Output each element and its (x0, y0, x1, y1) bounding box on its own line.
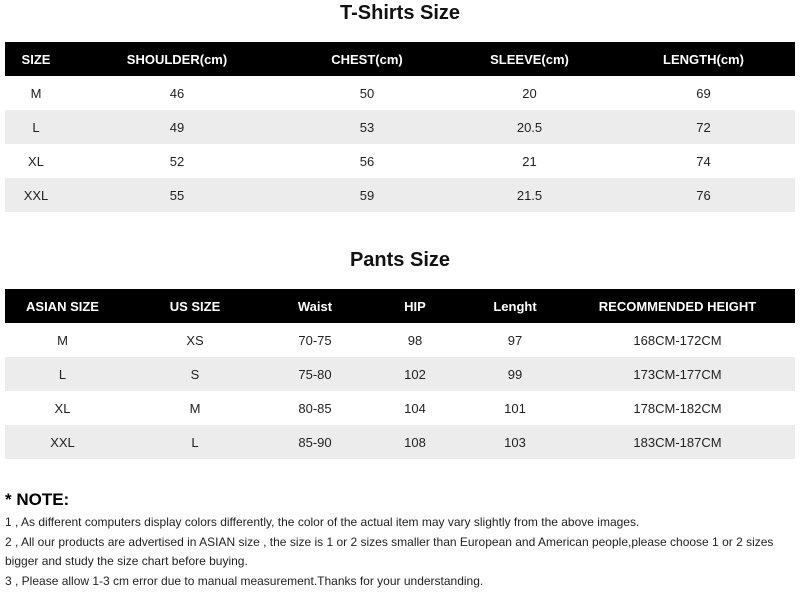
cell-size: XL (28, 153, 44, 169)
column-header-asian-size: ASIAN SIZE (5, 289, 120, 323)
cell-hip: 102 (360, 357, 470, 391)
cell-shoulder: 55 (67, 178, 287, 212)
cell-size: XXL (5, 178, 67, 212)
cell-chest: 56 (359, 153, 375, 169)
cell-waist: 80-85 (298, 400, 332, 416)
cell-shoulder: 52 (169, 153, 185, 169)
table-row (5, 357, 795, 391)
cell-size: L (5, 110, 67, 144)
cell-length: 101 (504, 400, 526, 416)
cell-length: 76 (612, 178, 795, 212)
cell-length: 74 (696, 153, 711, 169)
cell-length: 99 (470, 357, 560, 391)
table-header-row (5, 42, 795, 76)
column-header-sleeve: SLEEVE(cm) (447, 42, 612, 76)
column-header-chest: CHEST(cm) (287, 42, 447, 76)
table-header-row (5, 289, 795, 323)
note-heading: * NOTE: (5, 490, 70, 509)
column-header-length: Lenght (470, 289, 560, 323)
note-item: 1 , As different computers display colors differently, the color of the actual item may vary slightly from the above images. (5, 515, 640, 529)
column-header-size: SIZE (5, 42, 67, 76)
column-header-hip: HIP (360, 289, 470, 323)
cell-us-size: L (120, 425, 270, 459)
cell-waist: 75-80 (270, 357, 360, 391)
cell-asian-size: L (5, 357, 120, 391)
table-row (5, 425, 795, 459)
cell-recommended-height: 178CM-182CM (633, 400, 722, 416)
column-header-us-size: US SIZE (120, 289, 270, 323)
cell-length: 97 (507, 332, 523, 348)
pants-size-table (5, 289, 795, 459)
cell-size: M (30, 85, 42, 101)
cell-asian-size: XL (54, 400, 71, 416)
cell-chest: 53 (287, 110, 447, 144)
column-header-recommended-height: RECOMMENDED HEIGHT (560, 289, 795, 323)
table-row (5, 323, 795, 357)
table-row (5, 144, 795, 178)
cell-waist: 85-90 (270, 425, 360, 459)
cell-chest: 50 (359, 85, 375, 101)
cell-hip: 98 (407, 332, 423, 348)
table-row (5, 391, 795, 425)
column-header-waist: Waist (270, 289, 360, 323)
cell-sleeve: 20.5 (447, 110, 612, 144)
cell-asian-size: XXL (5, 425, 120, 459)
cell-us-size: XS (186, 332, 204, 348)
cell-recommended-height: 173CM-177CM (560, 357, 795, 391)
cell-waist: 70-75 (298, 332, 332, 348)
cell-shoulder: 46 (169, 85, 185, 101)
cell-length: 72 (612, 110, 795, 144)
cell-sleeve: 21.5 (447, 178, 612, 212)
pants-size-title: Pants Size (349, 249, 451, 271)
tshirt-size-title: T-Shirts Size (339, 2, 461, 24)
cell-recommended-height: 183CM-187CM (560, 425, 795, 459)
column-header-shoulder: SHOULDER(cm) (67, 42, 287, 76)
note-item: 3 , Please allow 1-3 cm error due to manual measurement.Thanks for your understanding. (5, 573, 484, 588)
cell-length: 103 (470, 425, 560, 459)
tshirt-size-table (5, 42, 795, 212)
column-header-length: LENGTH(cm) (612, 42, 795, 76)
cell-recommended-height: 168CM-172CM (633, 332, 722, 348)
cell-sleeve: 21 (522, 153, 537, 169)
cell-sleeve: 20 (522, 85, 537, 101)
notes-section (5, 489, 795, 591)
cell-us-size: M (189, 400, 201, 416)
table-row (5, 110, 795, 144)
cell-hip: 104 (404, 400, 426, 416)
cell-chest: 59 (287, 178, 447, 212)
cell-us-size: S (120, 357, 270, 391)
table-row (5, 178, 795, 212)
cell-hip: 108 (360, 425, 470, 459)
cell-asian-size: M (57, 332, 68, 348)
cell-shoulder: 49 (67, 110, 287, 144)
note-item: 2 , All our products are advertised in ASIAN size , the size is 1 or 2 sizes smaller than European and American people,please choose 1 or 2 sizes bigger and study the size chart before buying. (5, 534, 774, 568)
table-row (5, 76, 795, 110)
cell-length: 69 (696, 85, 711, 101)
